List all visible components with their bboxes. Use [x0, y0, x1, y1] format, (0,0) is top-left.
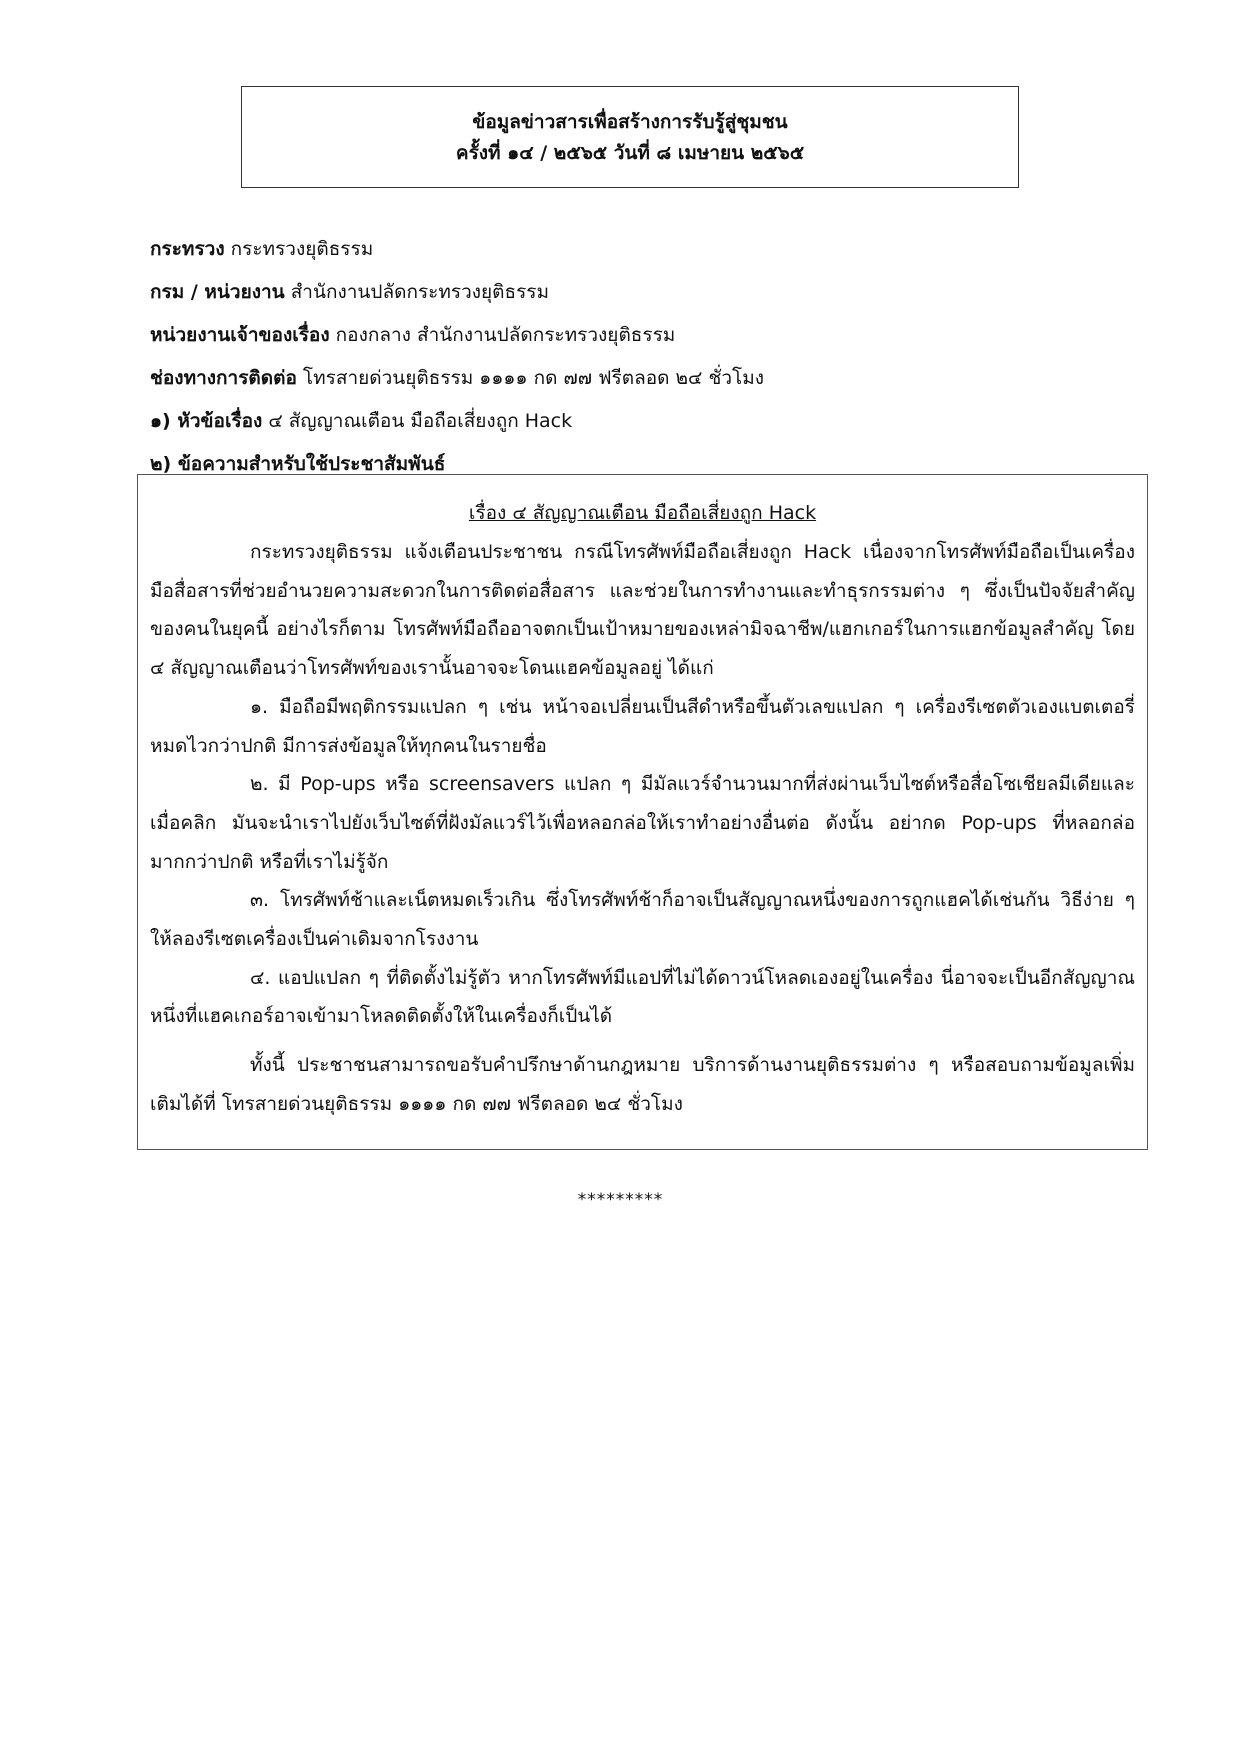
department-row: [150, 271, 1150, 314]
warning-item-4: ๔. แอปแปลก ๆ ที่ติดตั้งไม่รู้ตัว หากโทรศัพท์มีแอปที่ไม่ได้ดาวน์โหลดเองอยู่ในเครื่อง นี่อาจจะเป็นอีกสัญญาณหนึ่งที่แฮคเกอร์อาจเข้ามาโหลดติดตั้งให้ในเครื่องก็เป็นได้: [150, 966, 1135, 1028]
owner-row: [150, 314, 1150, 357]
closing-paragraph: ทั้งนี้ ประชาชนสามารถขอรับคำปรึกษาด้านกฎหมาย บริการด้านงานยุติธรรมต่าง ๆ หรือสอบถามข้อมูลเพิ่มเติมได้ที่ โทรสายด่วนยุติธรรม ๑๑๑๑ กด ๗๗ ฟรีตลอด ๒๔ ชั่วโมง: [150, 1054, 1135, 1115]
owner-value: กองกลาง สำนักงานปลัดกระทรวงยุติธรรม: [335, 324, 676, 346]
topic-row: [150, 400, 1150, 443]
topic-value: ๔ สัญญาณเตือน มือถือเสี่ยงถูก Hack: [268, 410, 573, 432]
metadata-section: [150, 228, 1150, 486]
message-label: ๒) ข้อความสำหรับใช้ประชาสัมพันธ์: [150, 453, 446, 475]
topic-label: ๑) หัวข้อเรื่อง: [150, 410, 263, 432]
issue-date-line: ครั้งที่ ๑๔ / ๒๕๖๕ วันที่ ๘ เมษายน ๒๕๖๕: [455, 142, 805, 164]
ministry-row: [150, 228, 1150, 271]
document-title: ข้อมูลข่าวสารเพื่อสร้างการรับรู้สู่ชุมชน: [472, 111, 788, 133]
ministry-label: กระทรวง: [150, 238, 225, 260]
warning-item-1: ๑. มือถือมีพฤติกรรมแปลก ๆ เช่น หน้าจอเปลี่ยนเป็นสีดำหรือขึ้นตัวเลขแปลก ๆ เครื่องรีเซตตัวเองแบตเตอรี่หมดไวกว่าปกติ มีการส่งข้อมูลให้ทุกคนในรายชื่อ: [150, 695, 1135, 757]
announcement-box: [137, 474, 1148, 1150]
department-label: กรม / หน่วยงาน: [150, 281, 285, 303]
warning-item-2: ๒. มี Pop-ups หรือ screensavers แปลก ๆ มีมัลแวร์จำนวนมากที่ส่งผ่านเว็บไซต์หรือสื่อโซเชียลมีเดียและเมื่อคลิก มันจะนำเราไปยังเว็บไซต์ที่ฝังมัลแวร์ไว้เพื่อหลอกล่อให้เราทำอย่างอื่นต่อ ดังนั้น อย่ากด Pop-ups ที่หลอกล่อมากกว่าปกติ หรือที่เราไม่รู้จัก: [150, 773, 1135, 873]
end-separator: *********: [577, 1190, 664, 1210]
intro-paragraph: กระทรวงยุติธรรม แจ้งเตือนประชาชน กรณีโทรศัพท์มือถือเสี่ยงถูก Hack เนื่องจากโทรศัพท์มือถือเป็นเครื่องมือสื่อสารที่ช่วยอำนวยความสะดวกในการติดต่อสื่อสาร และช่วยในการทำงานและทำธุรกรรมต่าง ๆ ซึ่งเป็นปัจจัยสำคัญของคนในยุคนี้ อย่างไรก็ตาม โทรศัพท์มือถืออาจตกเป็นเป้าหมายของเหล่ามิจฉาชีพ/แฮกเกอร์ในการแฮกข้อมูลสำคัญ โดย ๔ สัญญาณเตือนว่าโทรศัพท์ของเรานั้นอาจจะโดนแฮคข้อมูลอยู่ ได้แก่: [150, 541, 1135, 680]
ministry-value: กระทรวงยุติธรรม: [230, 238, 374, 260]
announcement-title: เรื่อง ๔ สัญญาณเตือน มือถือเสี่ยงถูก Hack: [468, 502, 817, 524]
document-title-box: [241, 86, 1019, 188]
warning-item-3: ๓. โทรศัพท์ช้าและเน็ตหมดเร็วเกิน ซึ่งโทรศัพท์ช้าก็อาจเป็นสัญญาณหนึ่งของการถูกแฮคได้เช่นกัน วิธีง่าย ๆ ให้ลองรีเซตเครื่องเป็นค่าเดิมจากโรงงาน: [150, 889, 1135, 951]
contact-label: ช่องทางการติดต่อ: [150, 367, 297, 389]
contact-row: [150, 357, 1150, 400]
contact-value: โทรสายด่วนยุติธรรม ๑๑๑๑ กด ๗๗ ฟรีตลอด ๒๔ ชั่วโมง: [302, 367, 765, 389]
department-value: สำนักงานปลัดกระทรวงยุติธรรม: [290, 281, 550, 303]
owner-label: หน่วยงานเจ้าของเรื่อง: [150, 324, 330, 346]
